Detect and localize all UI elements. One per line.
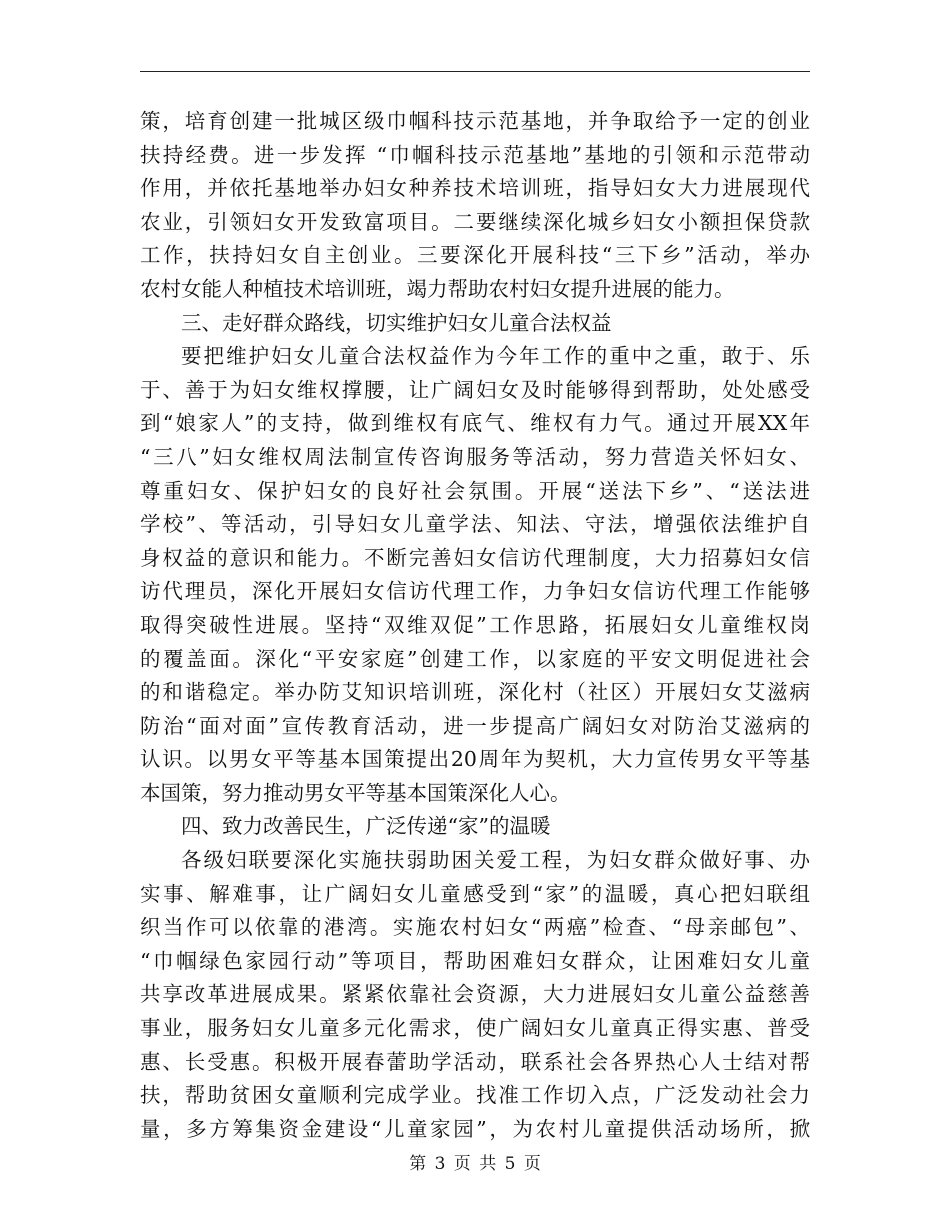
paragraph-line: 学校”、等活动，引导妇女儿童学法、知法、守法，增强依法维护自 [140,512,810,537]
paragraph-line: 织当作可以依靠的港湾。实施农村妇女“两癌”检查、“母亲邮包”、 [140,915,810,940]
paragraph-line: 到“娘家人”的支持，做到维权有底气、维权有力气。通过开展XX年 [140,411,810,436]
paragraph-line: 于、善于为妇女维权撑腰，让广阔妇女及时能够得到帮助，处处感受 [140,377,810,402]
paragraph-line: 工作，扶持妇女自主创业。三要深化开展科技“三下乡”活动，举办 [140,243,810,268]
paragraph-line: 身权益的意识和能力。不断完善妇女信访代理制度，大力招募妇女信 [140,545,810,570]
paragraph-line: 的覆盖面。深化“平安家庭”创建工作，以家庭的平安文明促进社会 [140,646,810,671]
paragraph-line: 作用，并依托基地举办妇女种养技术培训班，指导妇女大力进展现代 [140,176,810,201]
paragraph-line: 农业，引领妇女开发致富项目。二要继续深化城乡妇女小额担保贷款 [140,209,810,234]
section-heading: 三、走好群众路线，切实维护妇女儿童合法权益 [181,310,612,335]
header-rule [140,71,810,72]
paragraph-line: 扶持经费。进一步发挥 “巾帼科技示范基地”基地的引领和示范带动 [140,142,810,167]
paragraph-line: 农村女能人种植技术培训班，竭力帮助农村妇女提升进展的能力。 [140,276,735,301]
paragraph-line: 策，培育创建一批城区级巾帼科技示范基地，并争取给予一定的创业 [140,109,810,133]
paragraph-line: 取得突破性进展。坚持“双维双促”工作思路，拓展妇女儿童维权岗 [140,612,810,637]
section-heading: 四、致力改善民生，广泛传递“家”的温暖 [181,814,551,839]
paragraph-line: 的和谐稳定。举办防艾知识培训班，深化村（社区）开展妇女艾滋病 [140,680,810,705]
document-body [140,105,810,1146]
paragraph-line: 访代理员，深化开展妇女信访代理工作，力争妇女信访代理工作能够 [140,579,810,604]
paragraph-line: 共享改革进展成果。紧紧依靠社会资源，大力进展妇女儿童公益慈善 [140,982,810,1007]
paragraph-line: “巾帼绿色家园行动”等项目，帮助困难妇女群众，让困难妇女儿童 [140,948,810,973]
page-number: 第 3 页 共 5 页 [409,1154,541,1174]
paragraph-line: 尊重妇女、保护妇女的良好社会氛围。开展“送法下乡”、“送法进 [140,478,810,503]
paragraph-line: 防治“面对面”宣传教育活动，进一步提高广阔妇女对防治艾滋病的 [140,713,810,738]
paragraph-line: 扶，帮助贫困女童顺利完成学业。找准工作切入点，广泛发动社会力 [140,1083,810,1108]
paragraph-line: 实事、解难事，让广阔妇女儿童感受到“家”的温暖，真心把妇联组 [140,881,810,906]
paragraph-line: 要把维护妇女儿童合法权益作为今年工作的重中之重，敢于、乐 [181,344,810,369]
paragraph-line: 量，多方筹集资金建设“儿童家园”，为农村儿童提供活动场所，掀 [140,1116,810,1141]
paragraph-line: 认识。以男女平等基本国策提出20周年为契机，大力宣传男女平等基 [140,747,810,772]
paragraph-line: 本国策，努力推动男女平等基本国策深化人心。 [140,780,571,805]
paragraph-line: 事业，服务妇女儿童多元化需求，使广阔妇女儿童真正得实惠、普受 [140,1016,810,1041]
paragraph-line: 各级妇联要深化实施扶弱助困关爱工程，为妇女群众做好事、办 [181,848,810,873]
paragraph-line: “三八”妇女维权周法制宣传咨询服务等活动，努力营造关怀妇女、 [140,444,810,469]
paragraph-line: 惠、长受惠。积极开展春蕾助学活动，联系社会各界热心人士结对帮 [140,1049,810,1074]
